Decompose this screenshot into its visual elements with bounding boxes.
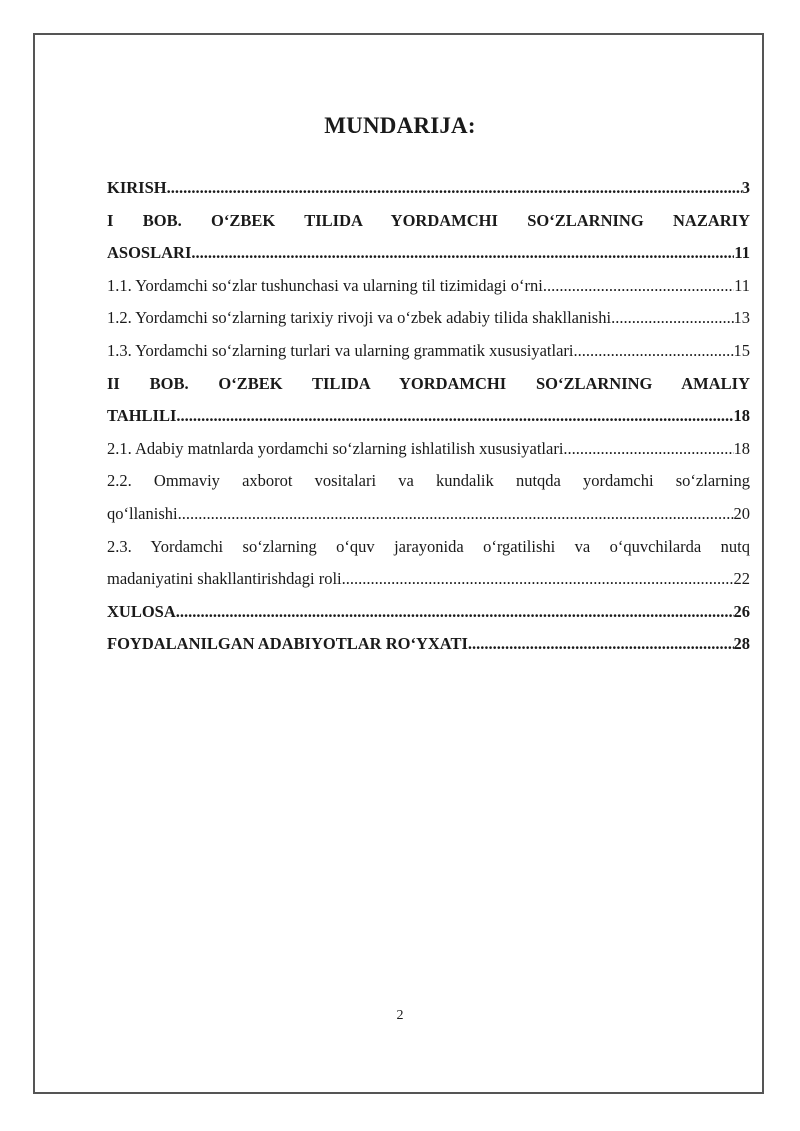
toc-entry-chapter-2-line-1[interactable] [107,368,750,401]
toc-page-number: 26 [733,601,750,621]
page-title: MUNDARIJA: [324,113,476,138]
toc-entry-text: XULOSA [107,601,176,621]
toc-page-number: 13 [733,308,750,328]
toc-entry-adabiyotlar[interactable] [107,628,750,661]
toc-entry-xulosa[interactable] [107,596,750,629]
toc-leader [176,400,733,433]
toc-entry-section-1-3[interactable] [107,335,750,368]
toc-leader [176,596,734,629]
toc-page-number: 15 [733,340,750,360]
toc-entry-text: madaniyatini shakllantirishdagi roli [107,569,342,589]
toc-leader [543,270,734,303]
toc-entry-section-2-2-line-2[interactable] [107,498,750,531]
page-number: 2 [396,1008,404,1023]
toc-entry-chapter-2-line-2[interactable] [107,400,750,433]
toc-leader [563,433,733,466]
toc-page-number: 18 [733,438,750,458]
toc-leader [342,563,734,596]
toc-entry-kirish[interactable] [107,172,750,205]
toc-entry-text: 1.2. Yordamchi so‘zlarning tarixiy rivoji va o‘zbek adabiy tilida shakllanishi [107,308,612,328]
toc-page-number: 20 [733,503,750,523]
toc-page-number: 22 [733,569,750,589]
toc-entry-text: TAHLILI [107,406,177,426]
toc-page-number: 11 [734,275,750,295]
toc-entry-section-2-3-line-1[interactable] [107,531,750,564]
toc-entry-section-2-1[interactable] [107,433,750,466]
toc-leader [178,498,734,531]
toc-leader [167,172,742,205]
toc-leader [191,237,734,270]
toc-page-number: 11 [734,243,750,263]
toc-entry-text: 2.1. Adabiy matnlarda yordamchi so‘zlarning ishlatilish xususiyatlari [107,438,564,458]
toc-entry-text: 2.3. Yordamchi so‘zlarning o‘quv jarayonida o‘rgatilishi va o‘quvchilarda nutq [107,536,750,556]
table-of-contents [107,172,750,661]
toc-leader [574,335,734,368]
toc-entry-section-1-2[interactable] [107,302,750,335]
toc-entry-chapter-1-line-1[interactable] [107,205,750,238]
toc-entry-section-2-2-line-1[interactable] [107,465,750,498]
toc-page-number: 3 [741,178,750,197]
toc-entry-text: KIRISH [107,178,167,197]
toc-entry-section-1-1[interactable] [107,270,750,303]
toc-entry-text: ASOSLARI [107,243,192,263]
toc-entry-section-2-3-line-2[interactable] [107,563,750,596]
toc-entry-text: qo‘llanishi [107,503,178,523]
toc-leader [611,302,733,335]
toc-leader [468,628,734,661]
toc-entry-text: II BOB. O‘ZBEK TILIDA YORDAMCHI SO‘ZLARNING AMALIY [107,373,750,393]
toc-page-number: 28 [733,634,750,654]
toc-entry-text: 1.1. Yordamchi so‘zlar tushunchasi va ularning til tizimidagi o‘rni [107,275,543,295]
toc-entry-text: 1.3. Yordamchi so‘zlarning turlari va ularning grammatik xususiyatlari [107,340,574,360]
toc-entry-text: 2.2. Ommaviy axborot vositalari va kundalik nutqda yordamchi so‘zlarning [107,471,750,491]
toc-page-number: 18 [733,406,750,426]
toc-entry-text: FOYDALANILGAN ADABIYOTLAR RO‘YXATI [107,634,468,654]
toc-entry-text: I BOB. O‘ZBEK TILIDA YORDAMCHI SO‘ZLARNING NAZARIY [107,210,750,230]
toc-entry-chapter-1-line-2[interactable] [107,237,750,270]
